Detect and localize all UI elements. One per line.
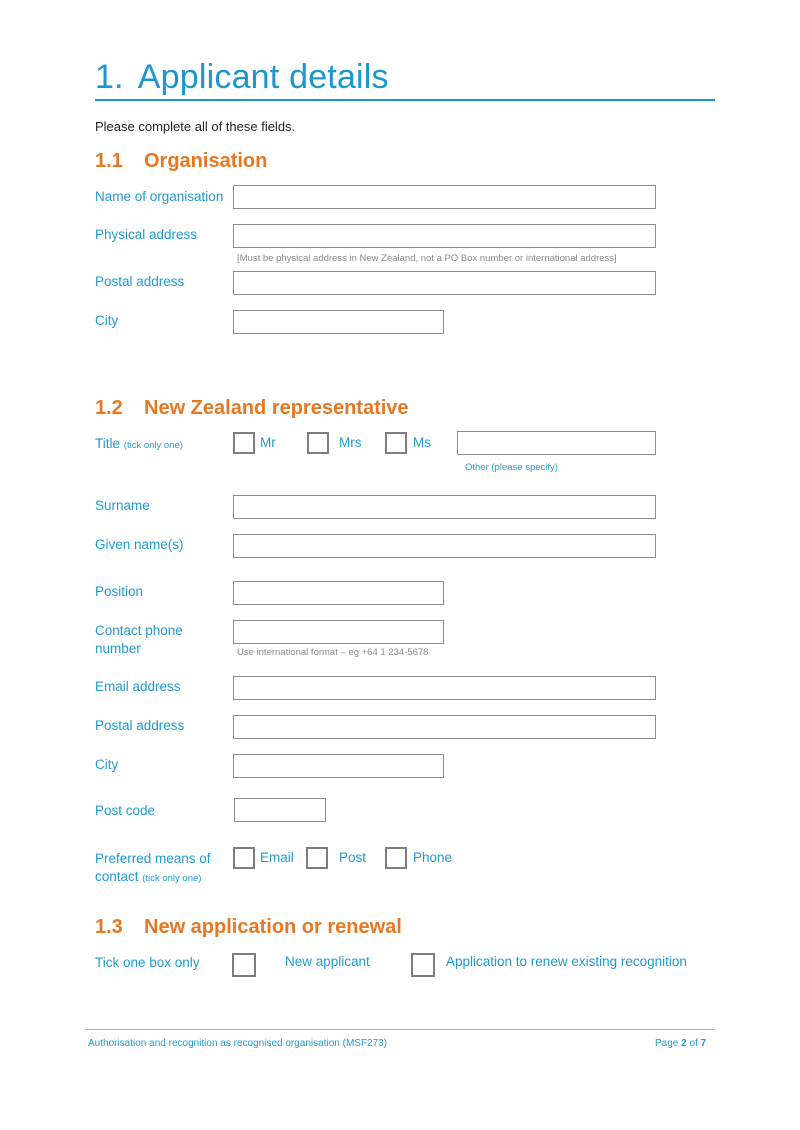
org-postal-address-field[interactable] [233,271,656,295]
title-ms-label: Ms [413,435,431,450]
footer-divider [85,1029,715,1030]
application-type-label: Tick one box only [95,955,200,970]
given-names-label: Given name(s) [95,537,184,552]
title-label-note: (tick only one) [123,440,183,451]
physical-address-field[interactable] [233,224,656,248]
page-total: 7 [700,1038,707,1049]
title-mrs-checkbox[interactable] [307,432,329,454]
title-mr-label: Mr [260,435,276,450]
given-names-field[interactable] [233,534,656,558]
section-number: 1.1 [95,150,123,172]
page-title [95,58,389,97]
contact-email-checkbox[interactable] [233,847,255,869]
section-application-heading [95,916,402,939]
position-label: Position [95,584,144,599]
title-mr-checkbox[interactable] [233,432,255,454]
org-name-field[interactable] [233,185,656,209]
position-field[interactable] [233,581,444,605]
preferred-contact-label-line1: Preferred means of [95,851,211,866]
rep-postal-address-field[interactable] [233,715,656,739]
title-label-text: Title [95,436,121,451]
preferred-contact-label [95,850,211,888]
title-other-label: Other (please specify) [465,462,558,473]
title-mrs-label: Mrs [339,435,362,450]
rep-city-field[interactable] [233,754,444,778]
title-label [95,435,183,455]
contact-phone-hint: Use international format – eg +64 1 234-5678 [237,647,429,658]
rep-city-label: City [95,757,119,772]
postcode-label: Post code [95,803,156,818]
title-other-field[interactable] [457,431,656,455]
section-organisation-heading [95,150,267,173]
page-of: of [689,1038,698,1049]
org-city-field[interactable] [233,310,444,334]
surname-field[interactable] [233,495,656,519]
section-title: New application or renewal [144,916,402,938]
postcode-field[interactable] [234,798,326,822]
page-current: 2 [681,1038,687,1049]
email-label: Email address [95,679,181,694]
contact-phone-label-line2: number [95,641,141,656]
title-divider [95,99,715,101]
rep-postal-address-label: Postal address [95,718,185,733]
contact-phone-field[interactable] [233,620,444,644]
contact-phone-label [95,622,183,658]
page-title-number: 1. [95,58,124,96]
page-title-text: Applicant details [137,58,389,96]
section-title: Organisation [144,150,268,172]
org-name-label: Name of organisation [95,189,224,204]
section-number: 1.2 [95,397,123,419]
footer-page-number [655,1038,706,1049]
title-ms-checkbox[interactable] [385,432,407,454]
footer-doc-title: Authorisation and recognition as recognised organisation (MSF273) [88,1038,388,1049]
contact-post-checkbox[interactable] [306,847,328,869]
physical-address-label: Physical address [95,227,198,242]
contact-phone-label-line1: Contact phone [95,623,183,638]
org-postal-address-label: Postal address [95,274,185,289]
preferred-contact-label-line2: contact [95,869,139,884]
contact-email-label: Email [260,850,294,865]
preferred-contact-note: (tick only one) [142,873,202,884]
renewal-checkbox[interactable] [411,953,435,977]
physical-address-hint: [Must be physical address in New Zealand, not a PO Box number or international address] [237,253,617,264]
renewal-label: Application to renew existing recognition [446,954,687,969]
contact-phone-option-label: Phone [413,850,453,865]
surname-label: Surname [95,498,150,513]
section-title: New Zealand representative [144,397,409,419]
intro-text: Please complete all of these fields. [95,119,296,134]
section-representative-heading [95,397,409,420]
new-applicant-checkbox[interactable] [232,953,256,977]
contact-phone-checkbox[interactable] [385,847,407,869]
contact-post-label: Post [339,850,367,865]
email-field[interactable] [233,676,656,700]
page-word: Page [655,1038,679,1049]
org-city-label: City [95,313,119,328]
new-applicant-label: New applicant [285,954,370,969]
section-number: 1.3 [95,916,123,938]
